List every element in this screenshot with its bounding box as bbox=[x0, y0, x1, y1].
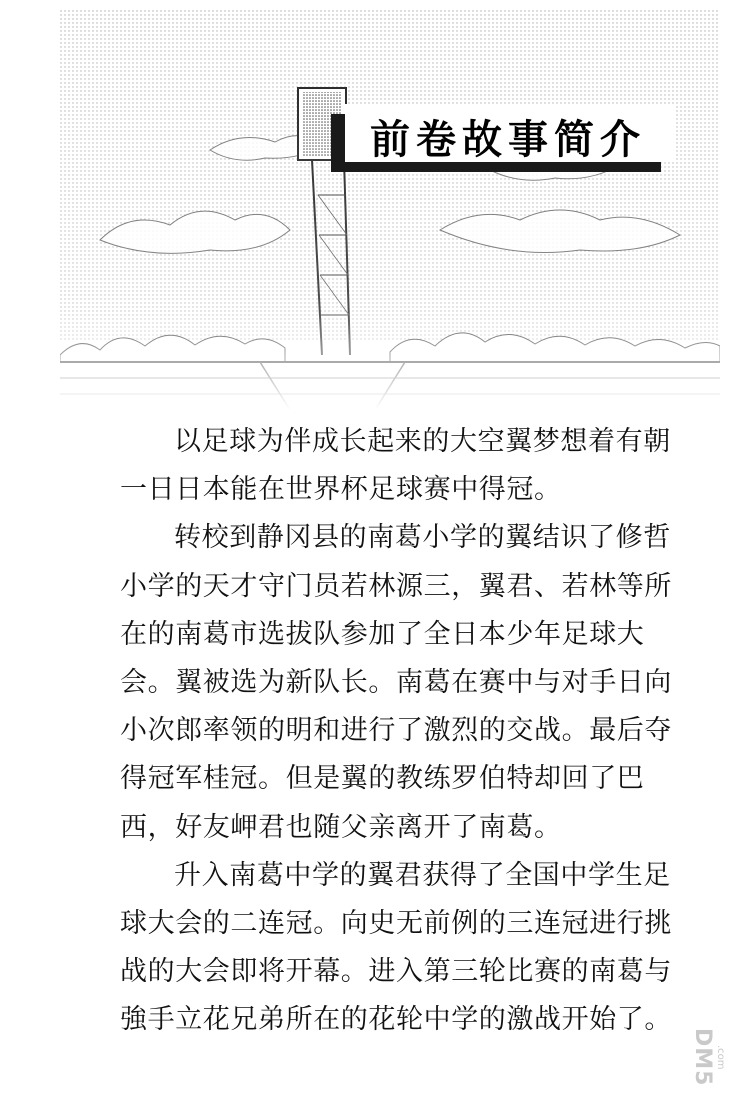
paragraph-2: 转校到静冈县的南葛小学的翼结识了修哲小学的天才守门员若林源三，翼君、若林等所在的南葛市选拔队参加了全日本少年足球大会。翼被选为新队长。南葛在赛中与对手日向小次郎率领的明和进行了激烈的交战。最后夺得冠军桂冠。但是翼的教练罗伯特却回了巴西，好友岬君也随父亲离开了南葛。 bbox=[120, 522, 672, 843]
page-title: 前卷故事简介 bbox=[370, 117, 646, 163]
stadium-illustration bbox=[60, 10, 720, 410]
site-watermark bbox=[690, 1018, 726, 1096]
watermark-text: DM5 bbox=[690, 1027, 715, 1087]
story-summary bbox=[120, 418, 680, 1045]
paragraph-1: 以足球为伴成长起来的大空翼梦想着有朝一日日本能在世界杯足球赛中得冠。 bbox=[120, 426, 671, 506]
watermark-subtext: .com bbox=[715, 1044, 726, 1070]
paragraph-3: 升入南葛中学的翼君获得了全国中学生足球大会的二连冠。向史无前例的三连冠进行挑战的大会即将开幕。进入第三轮比赛的南葛与強手立花兄弟所在的花轮中学的激战开始了。 bbox=[120, 859, 672, 1036]
